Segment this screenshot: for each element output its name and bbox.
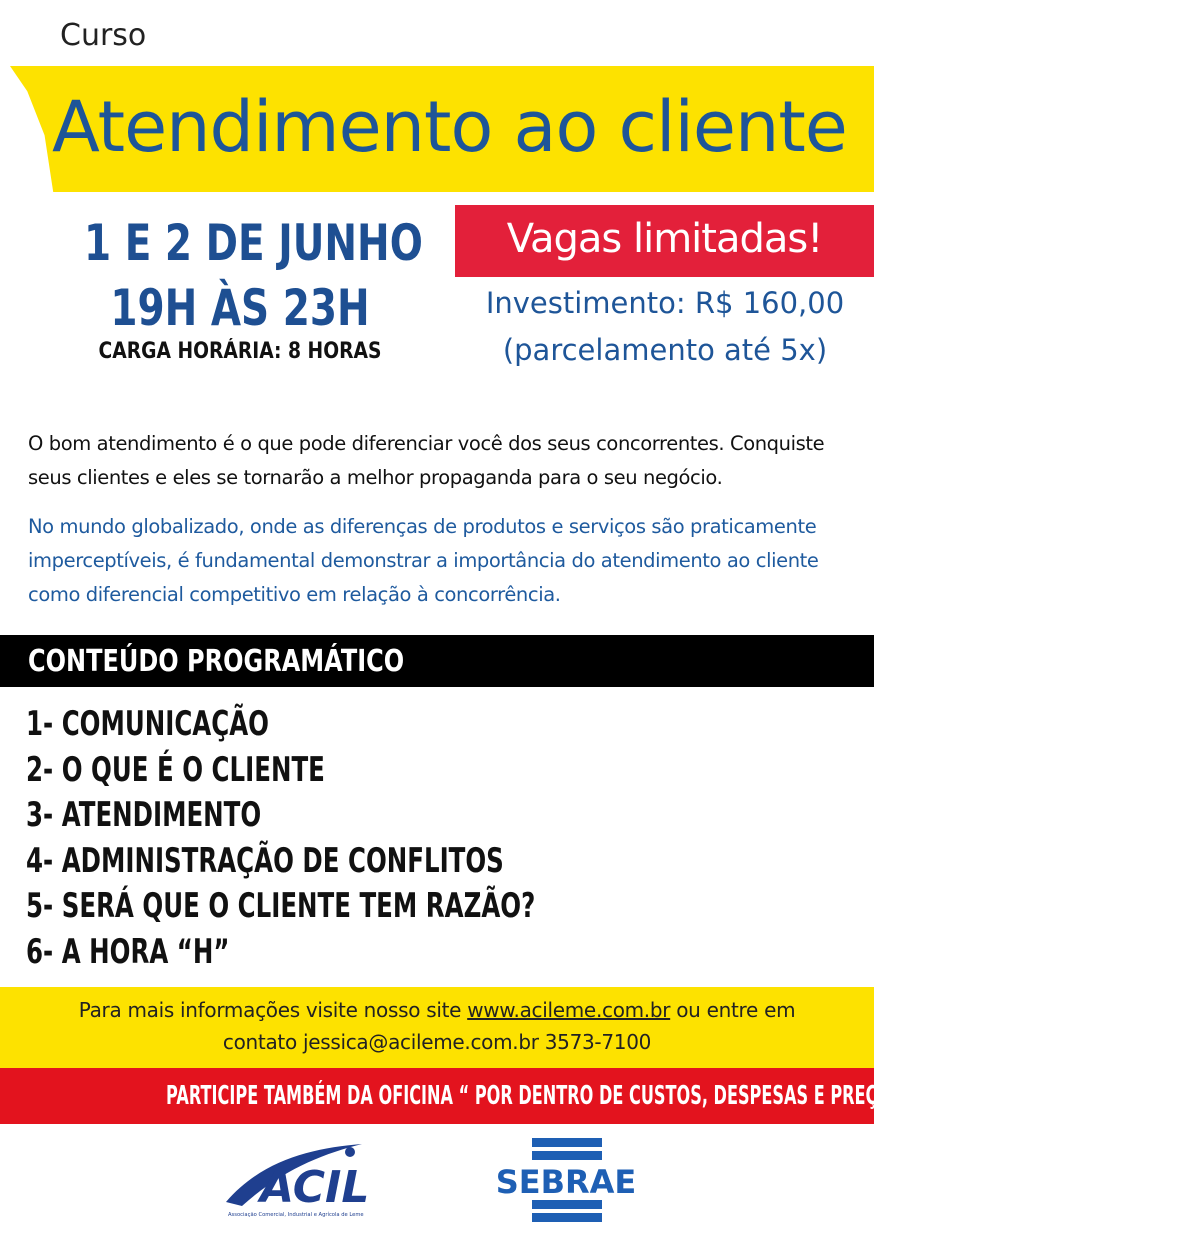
- intro-paragraph: O bom atendimento é o que pode diferenciar você dos seus concorrentes. Conquiste seus clientes e eles se tornarão a melhor propaganda para o seu negócio.: [28, 432, 825, 489]
- program-item: 4- ADMINISTRAÇÃO DE CONFLITOS: [26, 840, 504, 881]
- context-paragraph: No mundo globalizado, onde as diferenças de produtos e serviços são praticamente imperceptíveis, é fundamental demonstrar a importância do atendimento ao cliente como diferencial competitivo em relação à concorrência.: [28, 515, 819, 606]
- program-item: 3- ATENDIMENTO: [26, 795, 262, 835]
- program-item: 5- SERÁ QUE O CLIENTE TEM RAZÃO?: [26, 886, 536, 926]
- course-time: 19H ÀS 23H: [110, 279, 370, 337]
- sebrae-logo: [480, 1138, 652, 1222]
- program-item: 6- A HORA “H”: [26, 931, 230, 972]
- acil-tagline: Associação Comercial, Industrial e Agrícola de Leme: [228, 1212, 364, 1218]
- contact-line-2: contato jessica@acileme.com.br 3573-7100: [222, 1030, 652, 1054]
- program-heading: CONTEÚDO PROGRAMÁTICO: [28, 644, 405, 679]
- acil-logo: [222, 1140, 382, 1220]
- program-list: [26, 702, 733, 975]
- program-item: 1- COMUNICAÇÃO: [26, 704, 269, 744]
- acil-name: ACIL: [260, 1162, 370, 1213]
- website-link[interactable]: www.acileme.com.br: [467, 998, 671, 1022]
- limited-seats-label: Vagas limitadas!: [506, 216, 823, 262]
- installments-note: (parcelamento até 5x): [502, 333, 828, 367]
- course-kicker: Curso: [60, 18, 147, 53]
- workshop-announcement: PARTICIPE TAMBÉM DA OFICINA “ POR DENTRO DE CUSTOS, DESPESAS E PREÇOS DE VENDA” NO DIA 27/06/2016: [166, 1081, 1188, 1111]
- contact-prefix: Para mais informações visite nosso site: [78, 998, 468, 1022]
- contact-info: [0, 994, 874, 1058]
- course-title: Atendimento ao cliente: [52, 86, 847, 168]
- course-dates: 1 E 2 DE JUNHO: [84, 214, 423, 272]
- program-item: 2- O QUE É O CLIENTE: [26, 749, 325, 790]
- investment-price: Investimento: R$ 160,00: [485, 286, 845, 320]
- contact-middle: ou entre em: [670, 998, 796, 1022]
- sebrae-name: SEBRAE: [495, 1163, 637, 1201]
- course-workload: CARGA HORÁRIA: 8 HORAS: [98, 339, 382, 364]
